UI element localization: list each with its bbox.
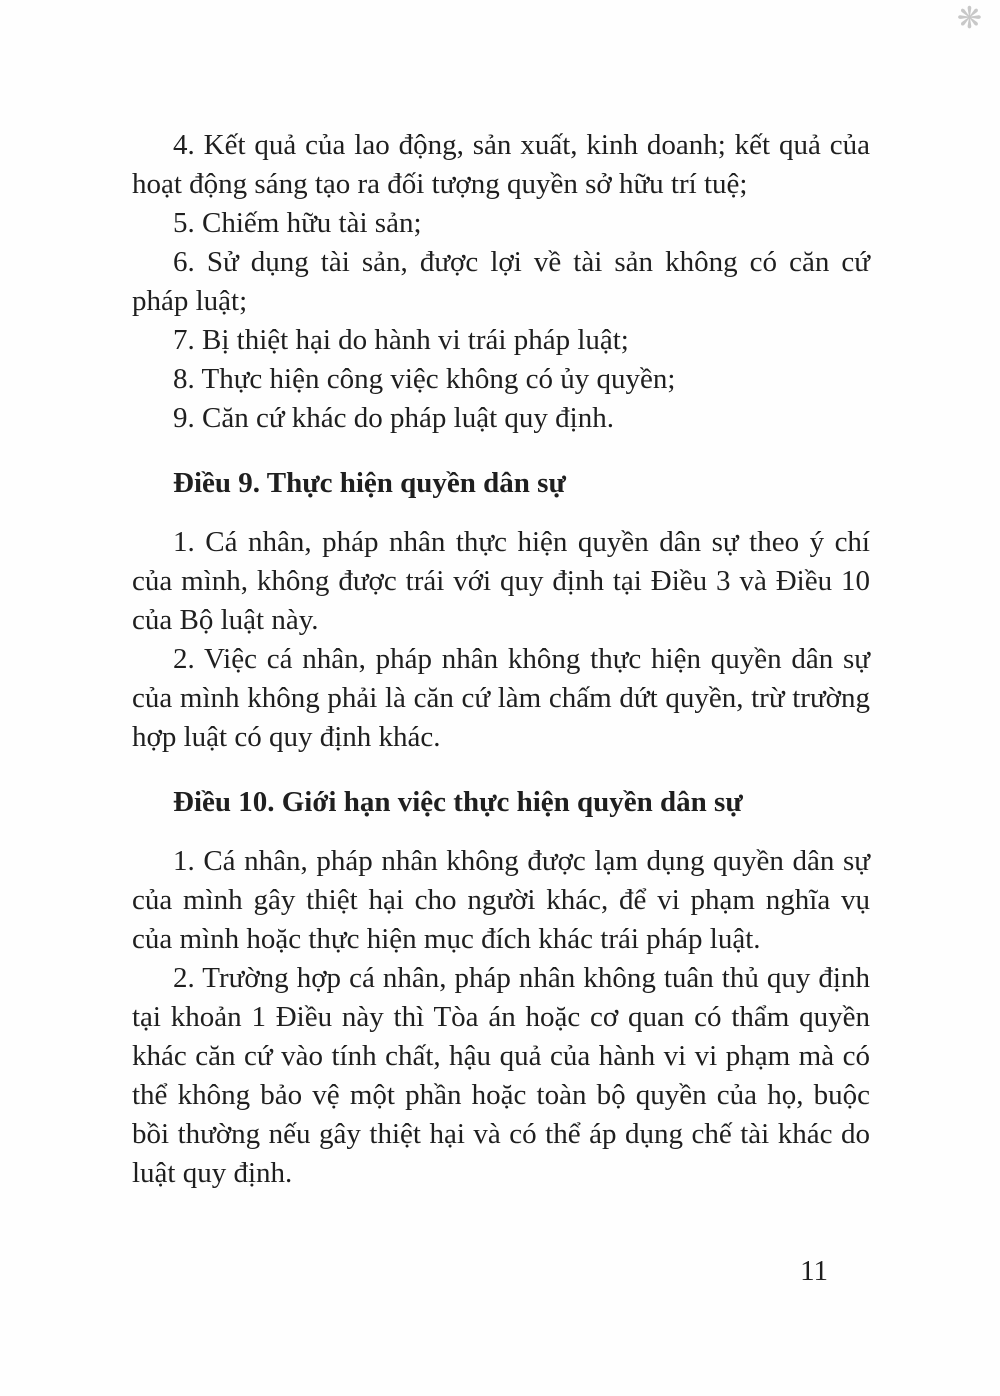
article-10-clause-1: 1. Cá nhân, pháp nhân không được lạm dụng quyền dân sự của mình gây thiệt hại cho người khác, để vi phạm nghĩa vụ của mình hoặc thực hiện mục đích khác trái pháp luật.	[132, 845, 870, 955]
list-item-7: 7. Bị thiệt hại do hành vi trái pháp luật;	[173, 324, 629, 356]
article-10-heading: Điều 10. Giới hạn việc thực hiện quyền dân sự	[173, 786, 743, 818]
list-item-9: 9. Căn cứ khác do pháp luật quy định.	[173, 402, 614, 434]
article-10-clause-2: 2. Trường hợp cá nhân, pháp nhân không tuân thủ quy định tại khoản 1 Điều này thì Tòa án hoặc cơ quan có thẩm quyền khác căn cứ vào tính chất, hậu quả của hành vi vi phạm mà có thể không bảo vệ một phần hoặc toàn bộ quyền của họ, buộc bồi thường nếu gây thiệt hại và có thể áp dụng chế tài khác do luật quy định.	[132, 962, 870, 1189]
list-item-6: 6. Sử dụng tài sản, được lợi về tài sản không có căn cứ pháp luật;	[132, 246, 870, 317]
page-number: 11	[800, 1255, 828, 1287]
article-9-clause-2: 2. Việc cá nhân, pháp nhân không thực hiện quyền dân sự của mình không phải là căn cứ làm chấm dứt quyền, trừ trường hợp luật có quy định khác.	[132, 643, 870, 753]
list-item-5: 5. Chiếm hữu tài sản;	[173, 207, 422, 239]
article-9-clause-1: 1. Cá nhân, pháp nhân thực hiện quyền dân sự theo ý chí của mình, không được trái với quy định tại Điều 3 và Điều 10 của Bộ luật này.	[132, 526, 870, 636]
article-9-heading: Điều 9. Thực hiện quyền dân sự	[173, 467, 566, 499]
flower-ornament-icon: ❋	[956, 1, 982, 36]
page-body	[132, 126, 870, 1193]
list-item-8: 8. Thực hiện công việc không có ủy quyền;	[173, 363, 676, 395]
list-item-4: 4. Kết quả của lao động, sản xuất, kinh doanh; kết quả của hoạt động sáng tạo ra đối tượng quyền sở hữu trí tuệ;	[132, 129, 870, 200]
